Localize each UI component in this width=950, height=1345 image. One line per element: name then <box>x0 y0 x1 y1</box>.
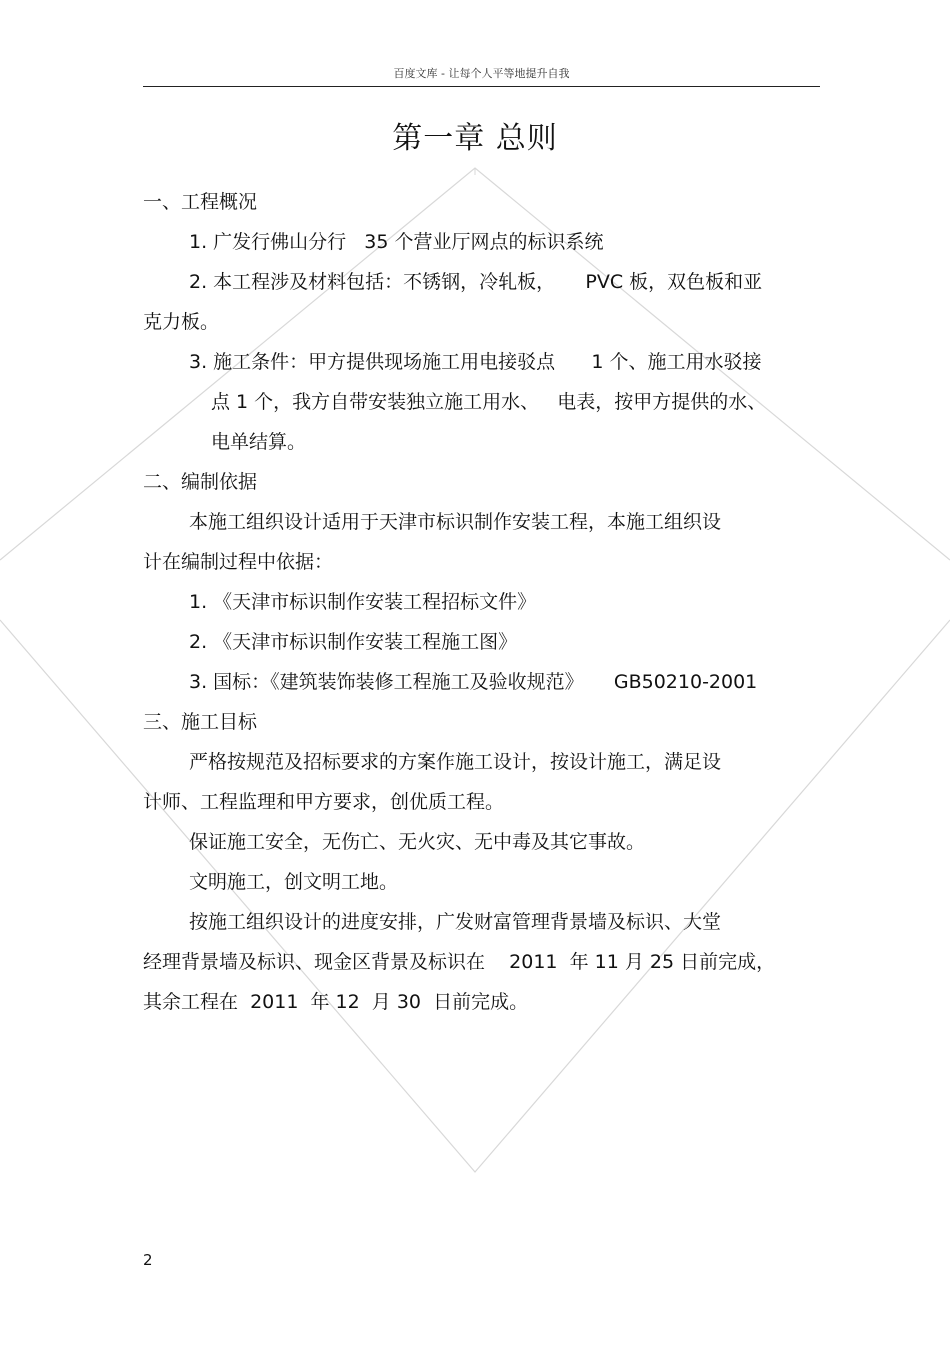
paragraph-line: 克力板。 <box>143 311 220 333</box>
page-number: 2 <box>143 1251 153 1269</box>
document-body <box>143 182 819 1022</box>
paragraph-line: 电单结算。 <box>211 431 307 453</box>
paragraph-line: 1. 广发行佛山分行 35 个营业厅网点的标识系统 <box>189 231 604 253</box>
paragraph-line: 2. 本工程涉及材料包括：不锈钢，冷轧板， PVC 板，双色板和亚 <box>189 271 763 293</box>
page-title: 第一章 总则 <box>392 121 558 156</box>
paragraph-line: 本施工组织设计适用于天津市标识制作安装工程，本施工组织设 <box>189 511 722 533</box>
paragraph-line: 保证施工安全，无伤亡、无火灾、无中毒及其它事故。 <box>189 831 646 853</box>
header-text: 百度文库 - 让每个人平等地提升自我 <box>393 67 570 80</box>
section-heading: 三、施工目标 <box>143 711 258 733</box>
paragraph-line: 文明施工，创文明工地。 <box>189 871 399 893</box>
page-header <box>143 62 820 87</box>
reference-item: 3. 国标：《建筑装饰装修工程施工及验收规范》 GB50210-2001 <box>189 671 758 693</box>
reference-item: 1. 《天津市标识制作安装工程招标文件》 <box>189 591 537 613</box>
paragraph-line: 3. 施工条件：甲方提供现场施工用电接驳点 1 个、施工用水驳接 <box>189 351 762 373</box>
paragraph-line: 严格按规范及招标要求的方案作施工设计，按设计施工，满足设 <box>189 751 722 773</box>
paragraph-line: 点 1 个，我方自带安装独立施工用水、 电表，按甲方提供的水、 <box>211 391 767 413</box>
paragraph-line: 计在编制过程中依据： <box>143 551 334 573</box>
section-heading: 一、工程概况 <box>143 191 258 213</box>
section-heading: 二、编制依据 <box>143 471 258 493</box>
reference-item: 2. 《天津市标识制作安装工程施工图》 <box>189 631 518 653</box>
paragraph-line: 按施工组织设计的进度安排，广发财富管理背景墙及标识、大堂 <box>189 911 722 933</box>
paragraph-line: 其余工程在 2011 年 12 月 30 日前完成。 <box>143 991 529 1013</box>
paragraph-line: 计师、工程监理和甲方要求，创优质工程。 <box>143 791 505 813</box>
paragraph-line: 经理背景墙及标识、现金区背景及标识在 2011 年 11 月 25 日前完成， <box>143 951 776 973</box>
